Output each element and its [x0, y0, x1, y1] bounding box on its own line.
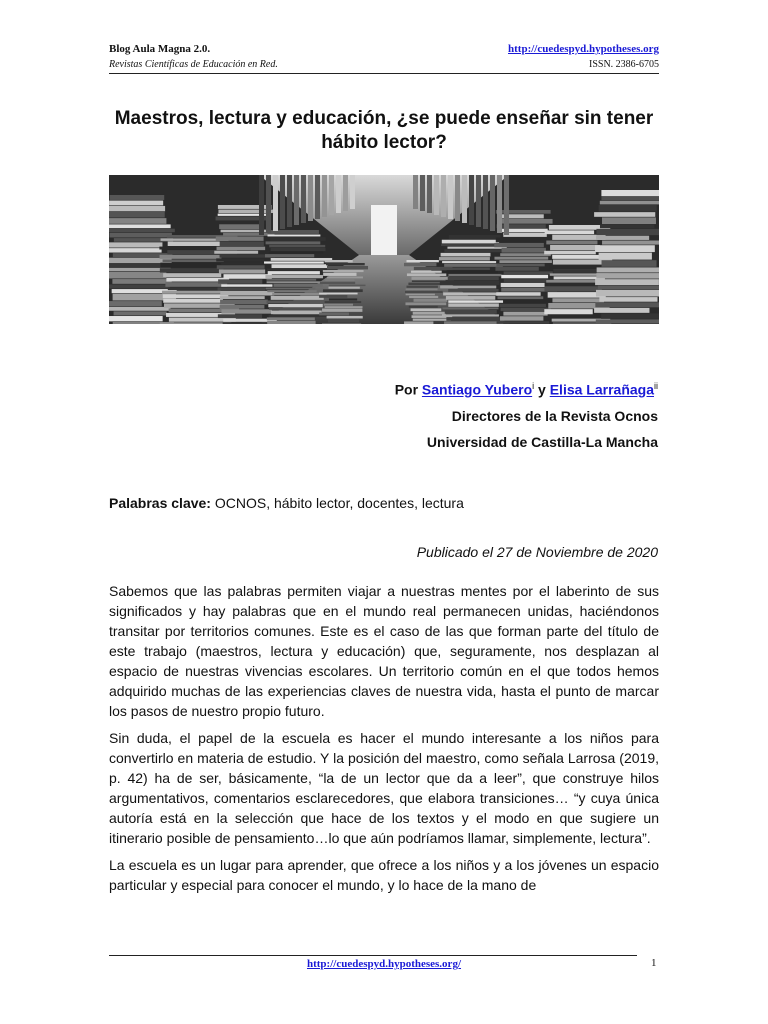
- issn: ISSN. 2386-6705: [588, 59, 659, 70]
- keywords-label: Palabras clave:: [109, 495, 211, 511]
- library-photo: [109, 175, 659, 324]
- byline-conjunction: y: [538, 381, 546, 398]
- publication-date: Publicado el 27 de Noviembre de 2020: [416, 544, 658, 560]
- author-role: Directores de la Revista Ocnos: [451, 407, 658, 424]
- keywords-list: OCNOS, hábito lector, docentes, lectura: [214, 495, 464, 511]
- article-title: Maestros, lectura y educación, ¿se puede enseñar sin tener hábito lector?: [114, 108, 654, 153]
- author-link-santiago-yubero[interactable]: Santiago Yubero: [421, 381, 533, 398]
- blog-name: Blog Aula Magna 2.0.: [109, 43, 211, 55]
- byline-prefix: Por: [394, 381, 419, 398]
- page-header: [109, 42, 659, 72]
- author-link-elisa-larranaga[interactable]: Elisa Larrañaga: [549, 381, 654, 398]
- body-paragraph: La escuela es un lugar para aprender, que ofrece a los niños y a los jóvenes un espacio particular y especial para conocer el mundo, y lo hace de la mano de: [109, 857, 659, 893]
- author-byline: [395, 373, 658, 455]
- body-paragraph: Sin duda, el papel de la escuela es hacer el mundo interesante a los niños para convertirlo en materia de estudio. Y la posición del maestro, como señala Larrosa (2019, p. 42) ha de ser, básicamente, “la de un lector que da a leer”, que construye hilos argumentativos, comentarios esclarecedores, que elabora transiciones… “y cuya única autoría está en la selección que hace de los textos y el modo en que sugiere un itinerario posible de pensamiento…lo que aún podríamos llamar, simplemente, lectura”.: [109, 730, 659, 846]
- page-number: 1: [651, 957, 657, 969]
- footer-divider: [109, 955, 637, 956]
- author1-footnote-marker: i: [532, 381, 535, 391]
- authors-line: [395, 373, 658, 403]
- author2-footnote-marker: ii: [654, 381, 658, 391]
- article-body: [109, 581, 659, 902]
- body-paragraph: Sabemos que las palabras permiten viajar a nuestras mentes por el laberinto de sus significados y hay palabras que en el mundo real permanecen unidas, haciéndonos transitar por territorios comunes. Este es el caso de las que forman parte del título de este trabajo (maestros, lectura y educación) que, seguramente, nos desplazan al espacio de nuestras vivencias escolares. Un territorio común en el que todos hemos adquirido muchas de las experiencias claves de nuestra vida, hasta el punto de marcar los pasos de nuestro propio futuro.: [109, 583, 659, 719]
- footer-url-link[interactable]: http://cuedespyd.hypotheses.org/: [306, 958, 462, 970]
- library-books-image: [109, 175, 659, 324]
- keywords-line: [109, 493, 464, 513]
- header-divider: [109, 73, 659, 74]
- author-institution: Universidad de Castilla-La Mancha: [426, 433, 658, 450]
- blog-subtitle: Revistas Científicas de Educación en Red.: [109, 59, 278, 70]
- blog-url-link[interactable]: http://cuedespyd.hypotheses.org: [508, 43, 659, 55]
